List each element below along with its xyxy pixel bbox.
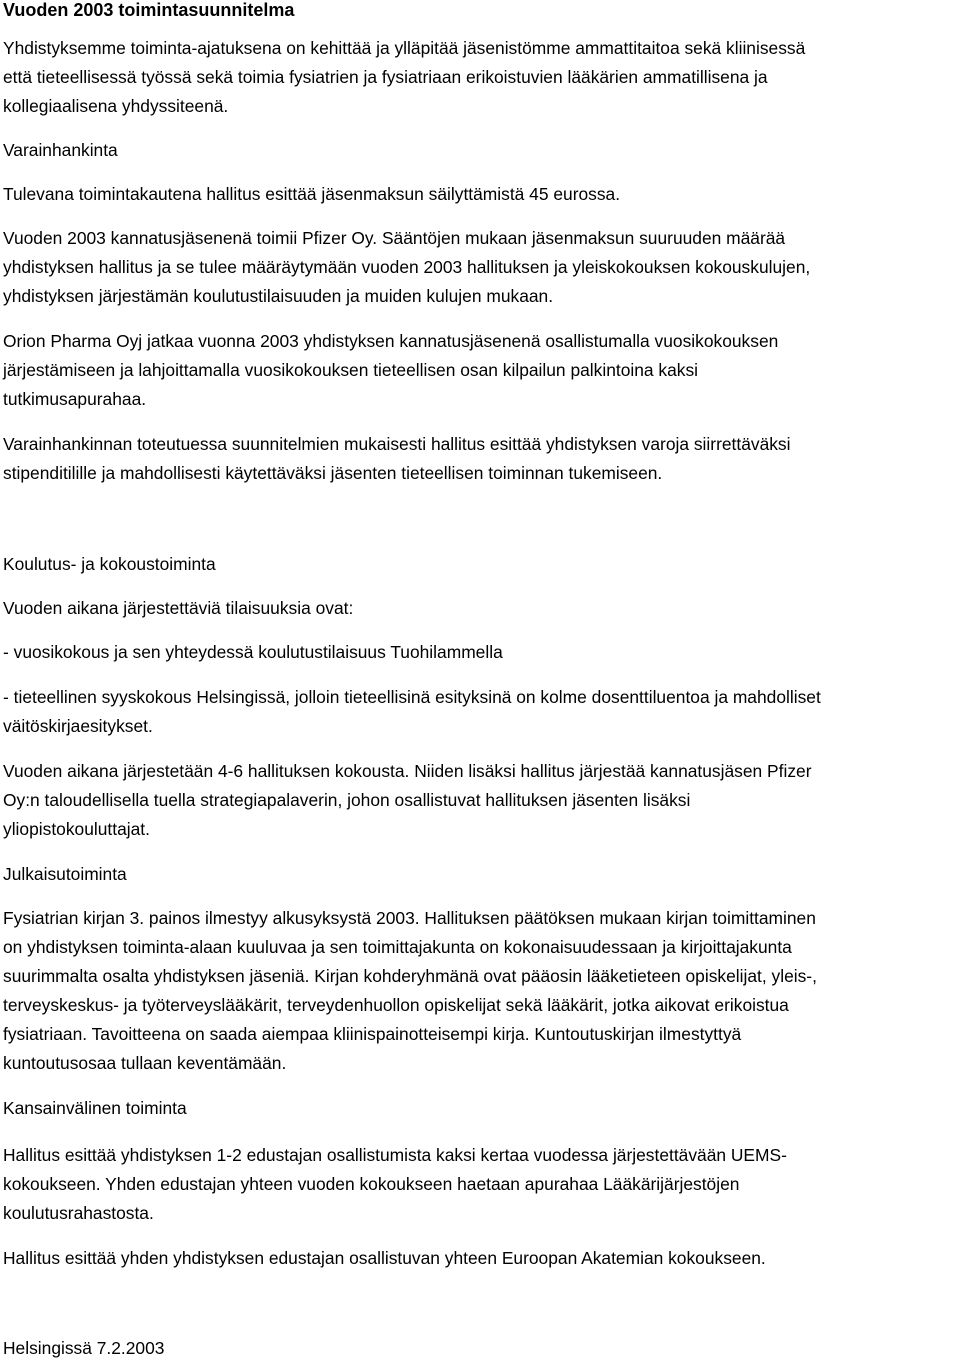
training-p-line: Oy:n taloudellisella tuella strategiapalaverin, johon osallistuvat hallituksen jäsenten lisäksi (3, 790, 691, 810)
publishing-p-line: kuntoutusosaa tullaan keventämään. (3, 1053, 287, 1073)
training-list-item: - vuosikokous ja sen yhteydessä koulutustilaisuus Tuohilammella (3, 642, 503, 662)
international-p1-line: koulutusrahastosta. (3, 1203, 154, 1223)
training-item2-line: - tieteellinen syyskokous Helsingissä, jolloin tieteellisinä esityksinä on kolme dosenttiluentoa ja mahdolliset (3, 687, 821, 707)
publishing-p-line: Fysiatrian kirjan 3. painos ilmestyy alkusyksystä 2003. Hallituksen päätöksen mukaan kirjan toimittaminen (3, 908, 816, 928)
funding-p2-line: yhdistyksen järjestämän koulutustilaisuuden ja muiden kulujen mukaan. (3, 286, 554, 306)
funding-paragraph-1: Tulevana toimintakautena hallitus esittää jäsenmaksun säilyttämistä 45 eurossa. (3, 184, 621, 204)
funding-p2-line: yhdistyksen hallitus ja se tulee määräytymään vuoden 2003 hallituksen ja yleiskokouksen kokouskulujen, (3, 257, 811, 277)
intro-line: Yhdistyksemme toiminta-ajatuksena on kehittää ja ylläpitää jäsenistömme ammattitaitoa sekä kliinisessä (3, 38, 806, 58)
document-title: Vuoden 2003 toimintasuunnitelma (3, 0, 295, 20)
funding-p2-line: Vuoden 2003 kannatusjäsenenä toimii Pfizer Oy. Sääntöjen mukaan jäsenmaksun suuruuden määrää (3, 228, 786, 248)
training-p-line: yliopistokouluttajat. (3, 819, 150, 839)
funding-p4-line: Varainhankinnan toteutuessa suunnitelmien mukaisesti hallitus esittää yhdistyksen varoja siirrettäväksi (3, 434, 791, 454)
publishing-heading: Julkaisutoiminta (3, 864, 127, 884)
international-p1-line: kokoukseen. Yhden edustajan yhteen vuoden kokoukseen haetaan apurahaa Lääkärijärjestöjen (3, 1174, 740, 1194)
training-item2-line: väitöskirjaesitykset. (3, 716, 153, 736)
funding-p3-line: tutkimusapurahaa. (3, 389, 147, 409)
publishing-p-line: on yhdistyksen toiminta-alaan kuuluvaa ja sen toimittajakunta on kokonaisuudessaan ja kirjoittajakunta (3, 937, 792, 957)
intro-line: kollegiaalisena yhdyssiteenä. (3, 96, 229, 116)
funding-p4-line: stipenditilille ja mahdollisesti käytettäväksi jäsenten tieteellisen toiminnan tukemiseen. (3, 463, 663, 483)
international-p1-line: Hallitus esittää yhdistyksen 1-2 edustajan osallistumista kaksi kertaa vuodessa järjestettävään UEMS- (3, 1145, 787, 1165)
publishing-p-line: terveyskeskus- ja työterveyslääkärit, terveydenhuollon opiskelijat sekä lääkärit, jotka aikovat erikoistua (3, 995, 789, 1015)
training-heading: Koulutus- ja kokoustoiminta (3, 554, 216, 574)
intro-line: että tieteellisessä työssä sekä toimia fysiatrien ja fysiatriaan erikoistuvien lääkärien ammatillisena ja (3, 67, 768, 87)
international-paragraph-2: Hallitus esittää yhden yhdistyksen edustajan osallistuvan yhteen Euroopan Akatemian kokoukseen. (3, 1248, 766, 1268)
publishing-p-line: suurimmalta osalta yhdistyksen jäseniä. Kirjan kohderyhmänä ovat pääosin lääketieteen opiskelijat, yleis-, (3, 966, 817, 986)
training-p-line: Vuoden aikana järjestetään 4-6 hallituksen kokousta. Niiden lisäksi hallitus järjestää kannatusjäsen Pfizer (3, 761, 812, 781)
funding-p3-line: Orion Pharma Oyj jatkaa vuonna 2003 yhdistyksen kannatusjäsenenä osallistumalla vuosikokouksen (3, 331, 779, 351)
training-intro: Vuoden aikana järjestettäviä tilaisuuksia ovat: (3, 598, 354, 618)
international-heading: Kansainvälinen toiminta (3, 1098, 187, 1118)
funding-p3-line: järjestämiseen ja lahjoittamalla vuosikokouksen tieteellisen osan kilpailun palkintoina kaksi (3, 360, 699, 380)
funding-heading: Varainhankinta (3, 140, 118, 160)
publishing-p-line: fysiatriaan. Tavoitteena on saada aiempaa kliinispainotteisempi kirja. Kuntoutuskirjan ilmestyttyä (3, 1024, 742, 1044)
signature-date: Helsingissä 7.2.2003 (3, 1338, 165, 1358)
